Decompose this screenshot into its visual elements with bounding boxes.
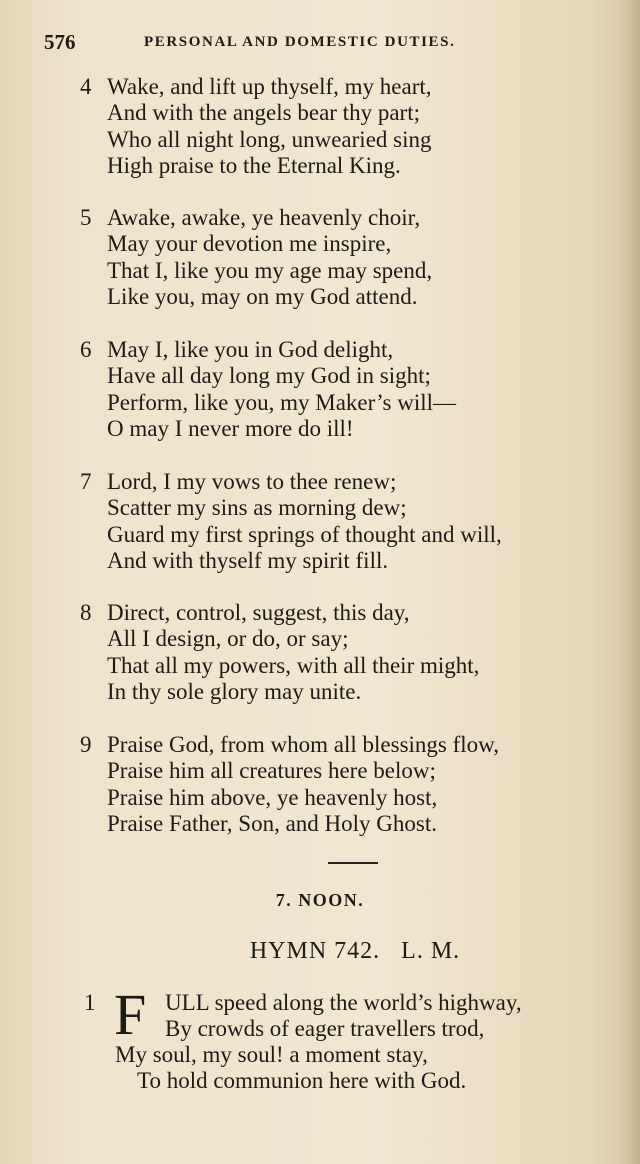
stanza-line: 8 Direct, control, suggest, this day, [80, 600, 410, 625]
stanza-6 [80, 337, 620, 442]
stanza-line: My soul, my soul! a moment stay, [115, 1042, 428, 1067]
stanza-line: 4 Wake, and lift up thyself, my heart, [80, 74, 432, 99]
stanza-line: And with thyself my spirit fill. [107, 547, 389, 573]
stanza-line: Like you, may on my God attend. [107, 283, 418, 309]
page-edge-shadow [618, 0, 640, 1164]
stanza-line: 6 May I, like you in God delight, [80, 337, 394, 362]
stanza-line: By crowds of eager travellers trod, [165, 1016, 485, 1041]
stanza-line: Praise him above, ye heavenly host, [107, 784, 438, 810]
hymn-title: HYMN 742. L. M. [249, 938, 461, 964]
page-number: 576 [44, 30, 76, 54]
stanza-line: ULL speed along the world’s highway, [165, 990, 522, 1015]
stanza-line: Have all day long my God in sight; [107, 363, 431, 389]
stanza-5 [80, 205, 620, 310]
stanza-7 [80, 469, 620, 574]
stanza-number: 8 [80, 600, 92, 625]
stanza-line: And with the angels bear thy part; [107, 100, 420, 126]
stanza-line: May your devotion me inspire, [107, 231, 392, 257]
stanza-number: 6 [80, 337, 92, 362]
stanza-number: 4 [80, 74, 92, 99]
stanza-line: 9 Praise God, from whom all blessings flow, [80, 732, 500, 757]
stanza-line: Praise Father, Son, and Holy Ghost. [107, 810, 437, 836]
stanza-line: 7 Lord, I my vows to thee renew; [80, 469, 397, 494]
stanza-8 [80, 600, 620, 705]
stanza-line: Who all night long, unwearied sing [107, 126, 432, 152]
running-title: PERSONAL AND DOMESTIC DUTIES. [144, 34, 456, 50]
section-title: 7. NOON. [275, 890, 365, 910]
stanza-line: All I design, or do, or say; [107, 626, 349, 652]
stanza-number: 9 [80, 732, 92, 757]
stanza-line: O may I never more do ill! [107, 415, 354, 441]
section-divider-rule [328, 862, 378, 864]
stanza-line: To hold communion here with God. [137, 1068, 467, 1093]
stanza-line: 5 Awake, awake, ye heavenly choir, [80, 205, 421, 230]
stanza-4 [80, 74, 620, 179]
stanza-number: 1 [84, 990, 96, 1015]
stanza-number: 5 [80, 205, 92, 230]
drop-cap-letter: F [114, 982, 147, 1047]
stanza-line: Scatter my sins as morning dew; [107, 495, 407, 521]
stanza-line: High praise to the Eternal King. [107, 152, 401, 178]
stanza-line: Perform, like you, my Maker’s will— [107, 389, 456, 415]
stanza-line: In thy sole glory may unite. [107, 678, 362, 704]
stanza-line: That all my powers, with all their might, [107, 652, 480, 678]
stanza-line: That I, like you my age may spend, [107, 257, 433, 283]
page-header [44, 30, 624, 58]
stanza-line: Praise him all creatures here below; [107, 758, 436, 784]
stanza-line: Guard my first springs of thought and will, [107, 521, 502, 547]
stanza-9 [80, 732, 620, 837]
stanza-number: 7 [80, 469, 92, 494]
